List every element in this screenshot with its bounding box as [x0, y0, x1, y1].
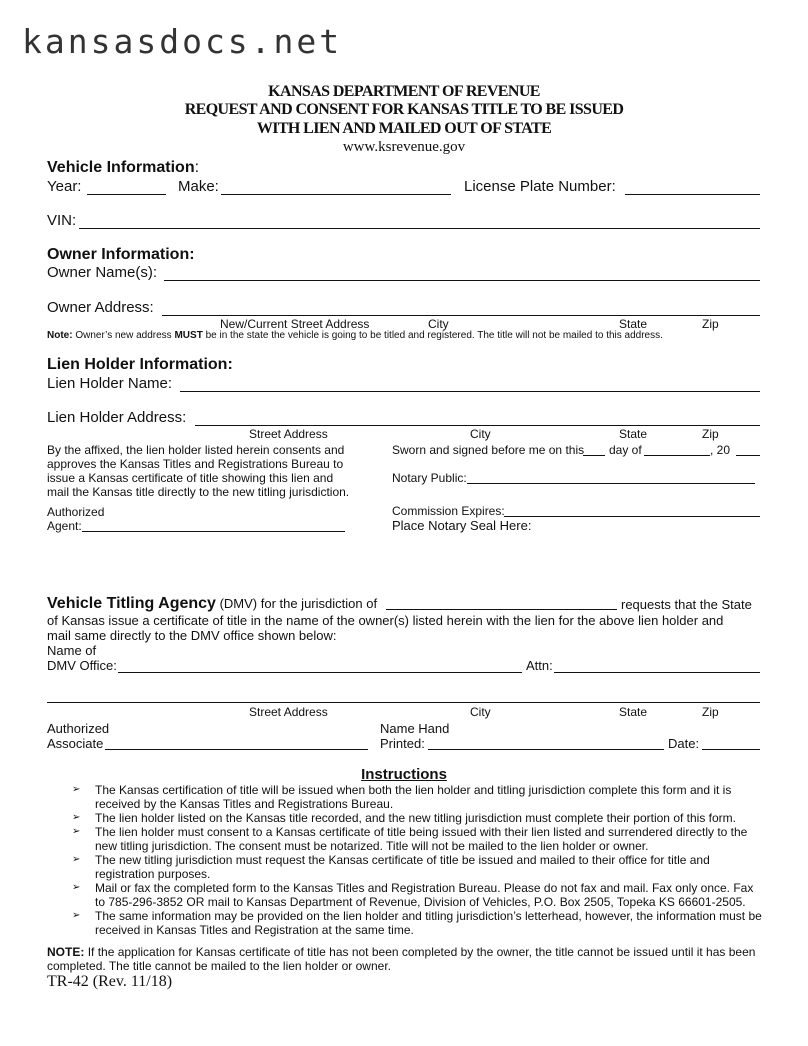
instruction-item [70, 881, 762, 909]
owner-zip-caption: Zip [702, 317, 719, 331]
notary-seal-label: Place Notary Seal Here: [392, 518, 532, 533]
final-note-text: If the application for Kansas certificate of title has not been completed by the owner, the title cannot be issued until it has been completed. The title cannot be mailed to the lien holder or owner. [47, 945, 756, 973]
lien-street-caption: Street Address [249, 427, 328, 441]
make-label: Make: [178, 178, 219, 195]
instruction-text: The lien holder listed on the Kansas title recorded, and the new titling jurisdiction must complete their portion of this form. [95, 811, 736, 825]
sworn-text-b: day of [609, 443, 642, 457]
final-note [47, 945, 760, 973]
arrow-bullet-icon: ➢ [72, 910, 81, 921]
arrow-bullet-icon: ➢ [72, 812, 81, 823]
dmv-address-field[interactable] [47, 702, 760, 703]
note-label: Note: [47, 330, 73, 341]
arrow-bullet-icon: ➢ [72, 882, 81, 893]
sworn-month-field[interactable] [644, 455, 710, 456]
instruction-text: The same information may be provided on the lien holder and titling jurisdiction’s letterhead, however, the information must be received in Kansas Titles and Registration at the same time. [95, 909, 762, 937]
year-label: Year: [47, 178, 82, 195]
instruction-item [70, 811, 762, 825]
agency-requests-text: requests that the State [621, 597, 752, 612]
website-link[interactable]: www.ksrevenue.gov [342, 139, 466, 155]
vin-label: VIN: [47, 212, 77, 229]
sworn-year-field[interactable] [736, 455, 760, 456]
agency-line-1 [47, 595, 377, 613]
instruction-item [70, 909, 762, 937]
vin-field[interactable] [79, 228, 760, 229]
lien-address-field[interactable] [195, 425, 760, 426]
dmv-office-field[interactable] [118, 672, 522, 673]
instruction-item [70, 853, 762, 881]
agency-authorized-label: Authorized [47, 721, 110, 736]
dmv-office-label: DMV Office: [47, 658, 117, 673]
plate-field[interactable] [625, 194, 760, 195]
note-text-a: Owner’s new address [75, 330, 172, 341]
owner-state-caption: State [619, 317, 648, 331]
commission-label: Commission Expires: [392, 504, 505, 518]
owner-heading: Owner Information: [47, 246, 195, 263]
instruction-text: The new titling jurisdiction must request the Kansas certificate of title be issued and mailed to their office for title and registration purposes. [95, 853, 710, 881]
arrow-bullet-icon: ➢ [72, 784, 81, 795]
agency-heading: Vehicle Titling Agency [47, 595, 216, 612]
dmv-zip-caption: Zip [702, 705, 719, 719]
owner-city-caption: City [428, 317, 449, 331]
lien-name-field[interactable] [180, 391, 760, 392]
notary-label: Notary Public: [392, 471, 467, 485]
attn-label: Attn: [526, 658, 553, 673]
agency-dmv-text: (DMV) for the jurisdiction of [219, 596, 378, 611]
lien-address-label: Lien Holder Address: [47, 409, 187, 426]
name-of-label: Name of [47, 643, 97, 658]
jurisdiction-field[interactable] [386, 609, 617, 610]
final-note-label: NOTE: [47, 945, 85, 959]
instruction-text: Mail or fax the completed form to the Kansas Titles and Registration Bureau. Please do not fax and mail. Fax only once. Fax to 785-296-3852 OR mail to Kansas Department of Revenue, Division of Vehicles, P.O. Box 2505, Topeka KS 66601-2505. [95, 881, 754, 909]
associate-signature-field[interactable] [105, 749, 368, 750]
instructions-heading: Instructions [361, 766, 447, 783]
owner-names-label: Owner Name(s): [47, 264, 158, 281]
vehicle-heading: Vehicle Information [47, 159, 195, 176]
dmv-state-caption: State [619, 705, 648, 719]
agent-label: Agent: [47, 519, 82, 533]
agent-signature-field[interactable] [82, 531, 345, 532]
vehicle-section [47, 159, 199, 177]
owner-address-label: Owner Address: [47, 299, 154, 316]
associate-label: Associate [47, 736, 104, 751]
agency-body-3: mail same directly to the DMV office shown below: [47, 628, 337, 643]
date-field[interactable] [702, 749, 760, 750]
instruction-item [70, 783, 762, 811]
make-field[interactable] [221, 194, 451, 195]
lien-heading: Lien Holder Information: [47, 356, 233, 373]
sworn-text-c: , 20 [710, 443, 731, 457]
note-text-b: be in the state the vehicle is going to be titled and registered. The title will not be mailed to this address. [205, 330, 663, 341]
dmv-street-caption: Street Address [249, 705, 328, 719]
owner-address-note [47, 330, 663, 341]
sworn-text-a: Sworn and signed before me on this [392, 443, 585, 457]
instructions-heading-wrap [0, 766, 808, 784]
printed-label: Printed: [380, 736, 425, 751]
owner-street-caption: New/Current Street Address [220, 317, 370, 331]
form-id: TR-42 (Rev. 11/18) [47, 973, 173, 990]
instruction-item [70, 825, 762, 853]
lien-zip-caption: Zip [702, 427, 719, 441]
vehicle-heading-colon: : [194, 159, 200, 176]
lien-consent-text: By the affixed, the lien holder listed herein consents and approves the Kansas Titles and Registrations Bureau to issue a Kansas certificate of title showing this lien and mail the Kansas title directly to the new titling jurisdiction. [47, 443, 350, 499]
owner-address-field[interactable] [162, 315, 760, 316]
arrow-bullet-icon: ➢ [72, 854, 81, 865]
lien-city-caption: City [470, 427, 491, 441]
year-field[interactable] [87, 194, 166, 195]
commission-field[interactable] [504, 516, 760, 517]
agency-body-2: of Kansas issue a certificate of title in the name of the owner(s) listed herein with the lien for the above lien holder and [47, 613, 724, 628]
lien-state-caption: State [619, 427, 648, 441]
printed-name-field[interactable] [428, 749, 664, 750]
instruction-text: The lien holder must consent to a Kansas certificate of title being issued with their lien listed and surrendered directly to the new titling jurisdiction. The consent must be notarized. Title will not be mailed to the lien holder or owner. [95, 825, 748, 853]
note-must: MUST [174, 330, 203, 341]
date-label: Date: [668, 736, 700, 751]
instructions-list [70, 783, 762, 937]
agency-title: KANSAS DEPARTMENT OF REVENUE [268, 83, 540, 100]
owner-names-field[interactable] [164, 280, 760, 281]
dmv-city-caption: City [470, 705, 491, 719]
form-title: REQUEST AND CONSENT FOR KANSAS TITLE TO BE ISSUED [184, 101, 624, 118]
form-subtitle: WITH LIEN AND MAILED OUT OF STATE [256, 120, 552, 137]
authorized-label: Authorized [47, 505, 105, 519]
notary-field[interactable] [467, 483, 755, 484]
sworn-day-field[interactable] [583, 455, 605, 456]
lien-name-label: Lien Holder Name: [47, 375, 173, 392]
instruction-text: The Kansas certification of title will be issued when both the lien holder and titling jurisdiction complete this form and it is received by the Kansas Titles and Registrations Bureau. [95, 783, 732, 811]
name-hand-label: Name Hand [380, 721, 450, 736]
arrow-bullet-icon: ➢ [72, 826, 81, 837]
attn-field[interactable] [554, 672, 760, 673]
plate-label: License Plate Number: [464, 178, 616, 195]
site-watermark: kansasdocs.net [22, 22, 343, 61]
